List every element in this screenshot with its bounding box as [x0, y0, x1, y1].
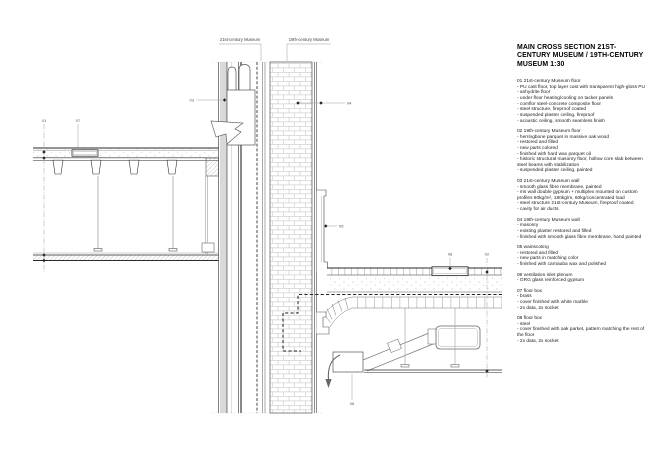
wall-bearing-hatch	[206, 158, 219, 176]
vault-springing	[322, 297, 352, 327]
annotation-section	[517, 245, 645, 267]
annotation-section	[517, 79, 645, 124]
callout-01: 01	[41, 118, 47, 123]
annotation-item: - herringbone parquet in massive oak wood	[517, 134, 609, 140]
annotation-item: - finished with carnauba wax and polished	[517, 261, 607, 267]
annotation-heading: 07 floor box	[517, 288, 543, 294]
lower-wall-cornice	[317, 312, 330, 334]
annotation-item: - 2x data, 2x socket	[517, 305, 559, 311]
annotation-list	[517, 79, 645, 344]
callout-02: 02	[484, 251, 490, 257]
drawing-title: MAIN CROSS SECTION 21ST-CENTURY MUSEUM / 19TH-CENTURY MUSEUM 1:30	[517, 44, 644, 68]
annotation-item: - restored and filled	[517, 250, 559, 256]
wall-head-detail	[211, 65, 255, 146]
svg-text:05: 05	[339, 223, 344, 229]
annotation-item: - smooth glass fibre membrane, painted	[517, 184, 602, 190]
annotation-section	[517, 273, 645, 284]
wall-19th-century	[270, 62, 317, 413]
annotation-item: - existing plaster restored and filled	[517, 228, 592, 234]
svg-text:04: 04	[347, 100, 352, 106]
annotation-heading: 01 21st-century Museum floor	[517, 79, 581, 85]
floor-box-07	[72, 150, 98, 156]
callout-06	[350, 374, 355, 406]
duct-damper	[387, 339, 401, 352]
ventilation-plenum	[317, 308, 503, 406]
label-21st-century-museum: 21st-century Museum	[219, 37, 261, 42]
dimension-line-left	[42, 118, 81, 272]
top-wall-labels	[219, 37, 331, 61]
annotation-heading: 08 floor box	[517, 316, 543, 322]
annotation-item: - cover finished with white marble	[517, 299, 588, 305]
annotation-item: - comflor steel-concrete composite floor	[517, 101, 601, 107]
annotation-item: - finished with hard wax parquet oil	[517, 151, 591, 157]
annotation-item: - suspended plaster ceiling, painted	[517, 168, 593, 174]
annotation-item: - acoustic ceiling, smooth seamless finish	[517, 118, 605, 124]
callout-08: 08	[447, 251, 453, 257]
annotation-section	[517, 129, 645, 174]
annotation-heading: 03 21st-century Museum wall	[517, 179, 580, 185]
callout-05	[324, 224, 344, 229]
annotation-item: - steel structure 21st-century Museum, fireproof coated	[517, 201, 634, 207]
annotation-item: - anhydrite floor	[517, 90, 551, 96]
annotation-item: - restored and filled	[517, 140, 559, 146]
annotation-section	[517, 289, 645, 311]
annotation-item: - finished with smooth glass fibre membrane, hand painted	[517, 234, 642, 240]
annotation-item: - steel structure, fireproof coated	[517, 107, 587, 113]
annotation-item: - steel	[517, 321, 531, 327]
annotation-item: - ms wall double gypsum + multiplex mounted on custom profiles 60kg/m², 180kg/m, 60kg/concentrated load	[517, 190, 638, 201]
wainscoting	[317, 190, 345, 272]
annotation-section	[517, 179, 645, 213]
title-block	[517, 44, 645, 349]
annotation-item: - historic structural masonry floor, hollow core slab between steel beams with stabilization	[517, 157, 643, 168]
annotation-item: - PU cast floor, top layer cast with transparent high-gloss PU	[517, 84, 645, 90]
callout-07: 07	[75, 118, 81, 123]
annotation-item: - brass	[517, 294, 532, 300]
annotation-heading: 04 19th-century Museum wall	[517, 217, 580, 223]
annotation-heading: 06 ventilation inlet plenum	[517, 272, 573, 278]
annotation-section	[517, 316, 645, 344]
annotation-item: - under floor heating/cooling on tacker panels	[517, 96, 613, 102]
annotation-item: - GRG glass reinforced gypsum	[517, 278, 585, 284]
ceiling-21st-century	[33, 176, 219, 261]
duct-section	[436, 326, 480, 349]
annotation-item: - suspended plaster ceiling, fireproof	[517, 112, 595, 118]
plenum-box	[333, 352, 363, 372]
annotation-item: - masonry	[517, 223, 539, 229]
steel-deck-ribs	[53, 160, 177, 174]
annotation-section	[517, 218, 645, 240]
label-19th-century-museum: 19th-century Museum	[288, 37, 330, 42]
annotation-item: - 2x data, 2x socket	[517, 338, 559, 344]
floor-21st-century	[33, 148, 219, 254]
annotation-heading: 02 19th-century Museum floor	[517, 129, 581, 135]
annotation-item: - new parts in matching color	[517, 256, 579, 262]
annotation-item: - cover finished with oak parket, pattern matching the rest of the floor	[517, 327, 645, 339]
annotation-heading: 05 wainscoting	[517, 245, 549, 251]
annotation-item: - new parts colored	[517, 145, 558, 151]
svg-text:06: 06	[349, 401, 355, 406]
svg-text:03: 03	[189, 97, 194, 103]
annotation-item: - cavity for air ducts	[517, 207, 559, 213]
